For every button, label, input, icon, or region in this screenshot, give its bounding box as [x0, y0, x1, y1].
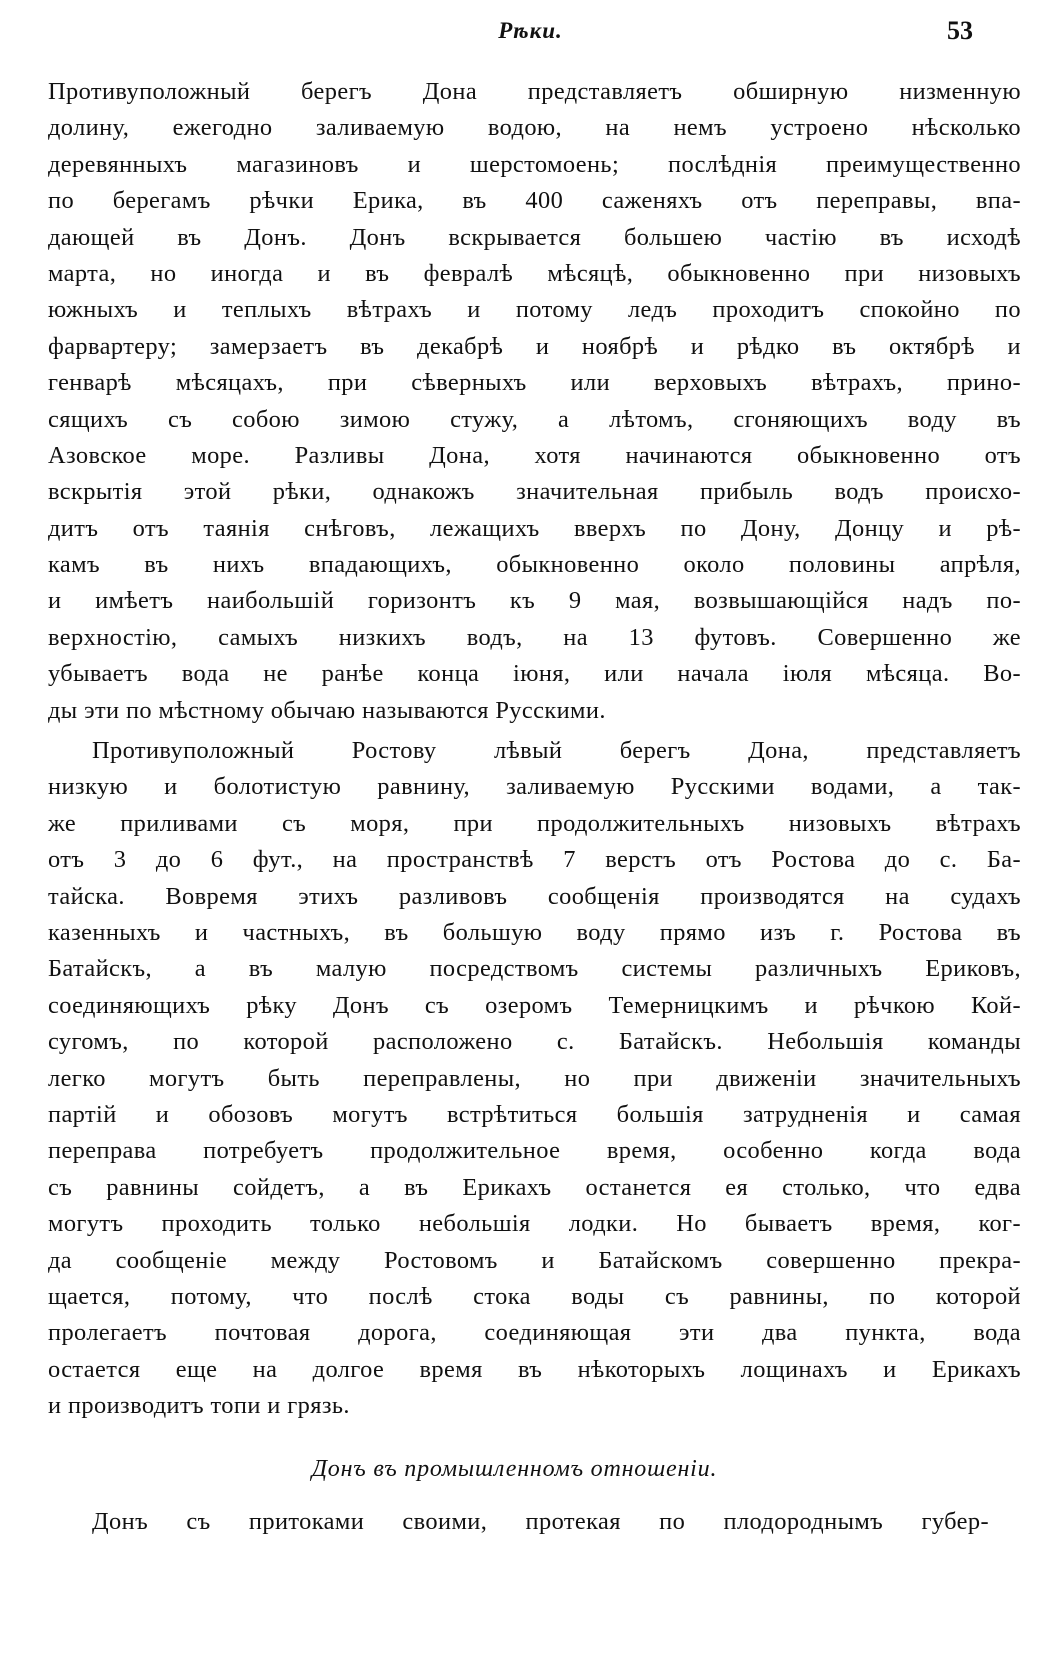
- text-line: партій и обозовъ могутъ встрѣтиться большія затрудненія и самая: [48, 1100, 1021, 1128]
- text-line: вскрытія этой рѣки, однакожъ значительная прибыль водъ происхо-: [48, 478, 1021, 506]
- text-line: могутъ проходить только небольшія лодки. Но бываетъ время, ког-: [48, 1210, 1021, 1238]
- text-line: да сообщеніе между Ростовомъ и Батайскомъ совершенно прекра-: [48, 1246, 1021, 1274]
- text-line: остается еще на долгое время въ нѣкоторыхъ лощинахъ и Ерикахъ: [48, 1355, 1021, 1383]
- text-line: щается, потому, что послѣ стока воды съ равнины, по которой: [48, 1282, 1021, 1310]
- text-line: тайска. Вовремя этихъ разливовъ сообщенія производятся на судахъ: [48, 882, 1021, 910]
- text-line: соединяющихъ рѣку Донъ съ озеромъ Темерницкимъ и рѣчкою Кой-: [48, 991, 1021, 1019]
- text-line: Азовское море. Разливы Дона, хотя начинаются обыкновенно отъ: [48, 441, 1021, 469]
- text-line: и имѣетъ наибольшій горизонтъ къ 9 мая, возвышающійся надъ по-: [48, 587, 1021, 615]
- text-line: сящихъ съ собою зимою стужу, а лѣтомъ, сгоняющихъ воду въ: [48, 405, 1021, 433]
- text-line: фарвартеру; замерзаетъ въ декабрѣ и ноябрѣ и рѣдко въ октябрѣ и: [48, 332, 1021, 360]
- text-line: деревянныхъ магазиновъ и шерстомоень; послѣднія преимущественно: [48, 150, 1021, 178]
- text-line: низкую и болотистую равнину, заливаемую Русскими водами, а так-: [48, 773, 1021, 801]
- page-header: [0, 14, 1061, 54]
- text-line: отъ 3 до 6 фут., на пространствѣ 7 верстъ отъ Ростова до с. Ба-: [48, 846, 1021, 874]
- text-line: переправа потребуетъ продолжительное время, особенно когда вода: [48, 1137, 1021, 1165]
- text-line: казенныхъ и частныхъ, въ большую воду прямо изъ г. Ростова въ: [48, 918, 1021, 946]
- paragraph-2: [48, 733, 1021, 1424]
- text-line: сугомъ, по которой расположено с. Батайскъ. Небольшія команды: [48, 1028, 1021, 1056]
- text-line: убываетъ вода не ранѣе конца іюня, или начала іюля мѣсяца. Во-: [48, 660, 1021, 688]
- text-line: дитъ отъ таянія снѣговъ, лежащихъ вверхъ по Дону, Донцу и рѣ-: [48, 514, 1021, 542]
- text-line: по берегамъ рѣчки Ерика, въ 400 саженяхъ отъ переправы, впа-: [48, 187, 1021, 215]
- running-title: Рѣки.: [498, 18, 563, 43]
- text-line: южныхъ и теплыхъ вѣтрахъ и потому ледъ проходитъ спокойно по: [48, 296, 1021, 324]
- text-line: пролегаетъ почтовая дорога, соединяющая эти два пункта, вода: [48, 1319, 1021, 1347]
- page-number: 53: [947, 16, 973, 45]
- text-line: Батайскъ, а въ малую посредствомъ системы различныхъ Ериковъ,: [48, 955, 1021, 983]
- text-line: легко могутъ быть переправлены, но при движеніи значительныхъ: [48, 1064, 1021, 1092]
- paragraph-3-first-line: Донъ съ притоками своими, протекая по плодороднымъ губер-: [92, 1508, 989, 1536]
- page-body: [48, 74, 1021, 1541]
- section-heading: Донъ въ промышленномъ отношеніи.: [311, 1456, 718, 1483]
- paragraph-1: [48, 74, 1021, 729]
- text-line: долину, ежегодно заливаемую водою, на немъ устроено нѣсколько: [48, 114, 1021, 142]
- text-line: Противуположный берегъ Дона представляетъ обширную низменную: [48, 78, 1021, 105]
- text-line: генварѣ мѣсяцахъ, при сѣверныхъ или верховыхъ вѣтрахъ, прино-: [48, 369, 1021, 397]
- text-line: ды эти по мѣстному обычаю называются Русскими.: [48, 696, 606, 724]
- text-line: же приливами съ моря, при продолжительныхъ низовыхъ вѣтрахъ: [48, 809, 1021, 837]
- text-line: дающей въ Донъ. Донъ вскрывается большею частію въ исходѣ: [48, 223, 1021, 251]
- text-line: и производитъ топи и грязь.: [48, 1392, 350, 1420]
- text-line: камъ въ нихъ впадающихъ, обыкновенно около половины апрѣля,: [48, 551, 1021, 579]
- text-line: съ равнины сойдетъ, а въ Ерикахъ останется ея столько, что едва: [48, 1173, 1021, 1201]
- text-line: Противуположный Ростову лѣвый берегъ Дона, представляетъ: [92, 737, 1021, 765]
- text-line: верхностію, самыхъ низкихъ водъ, на 13 футовъ. Совершенно же: [48, 623, 1021, 651]
- text-line: марта, но иногда и въ февралѣ мѣсяцѣ, обыкновенно при низовыхъ: [48, 259, 1021, 287]
